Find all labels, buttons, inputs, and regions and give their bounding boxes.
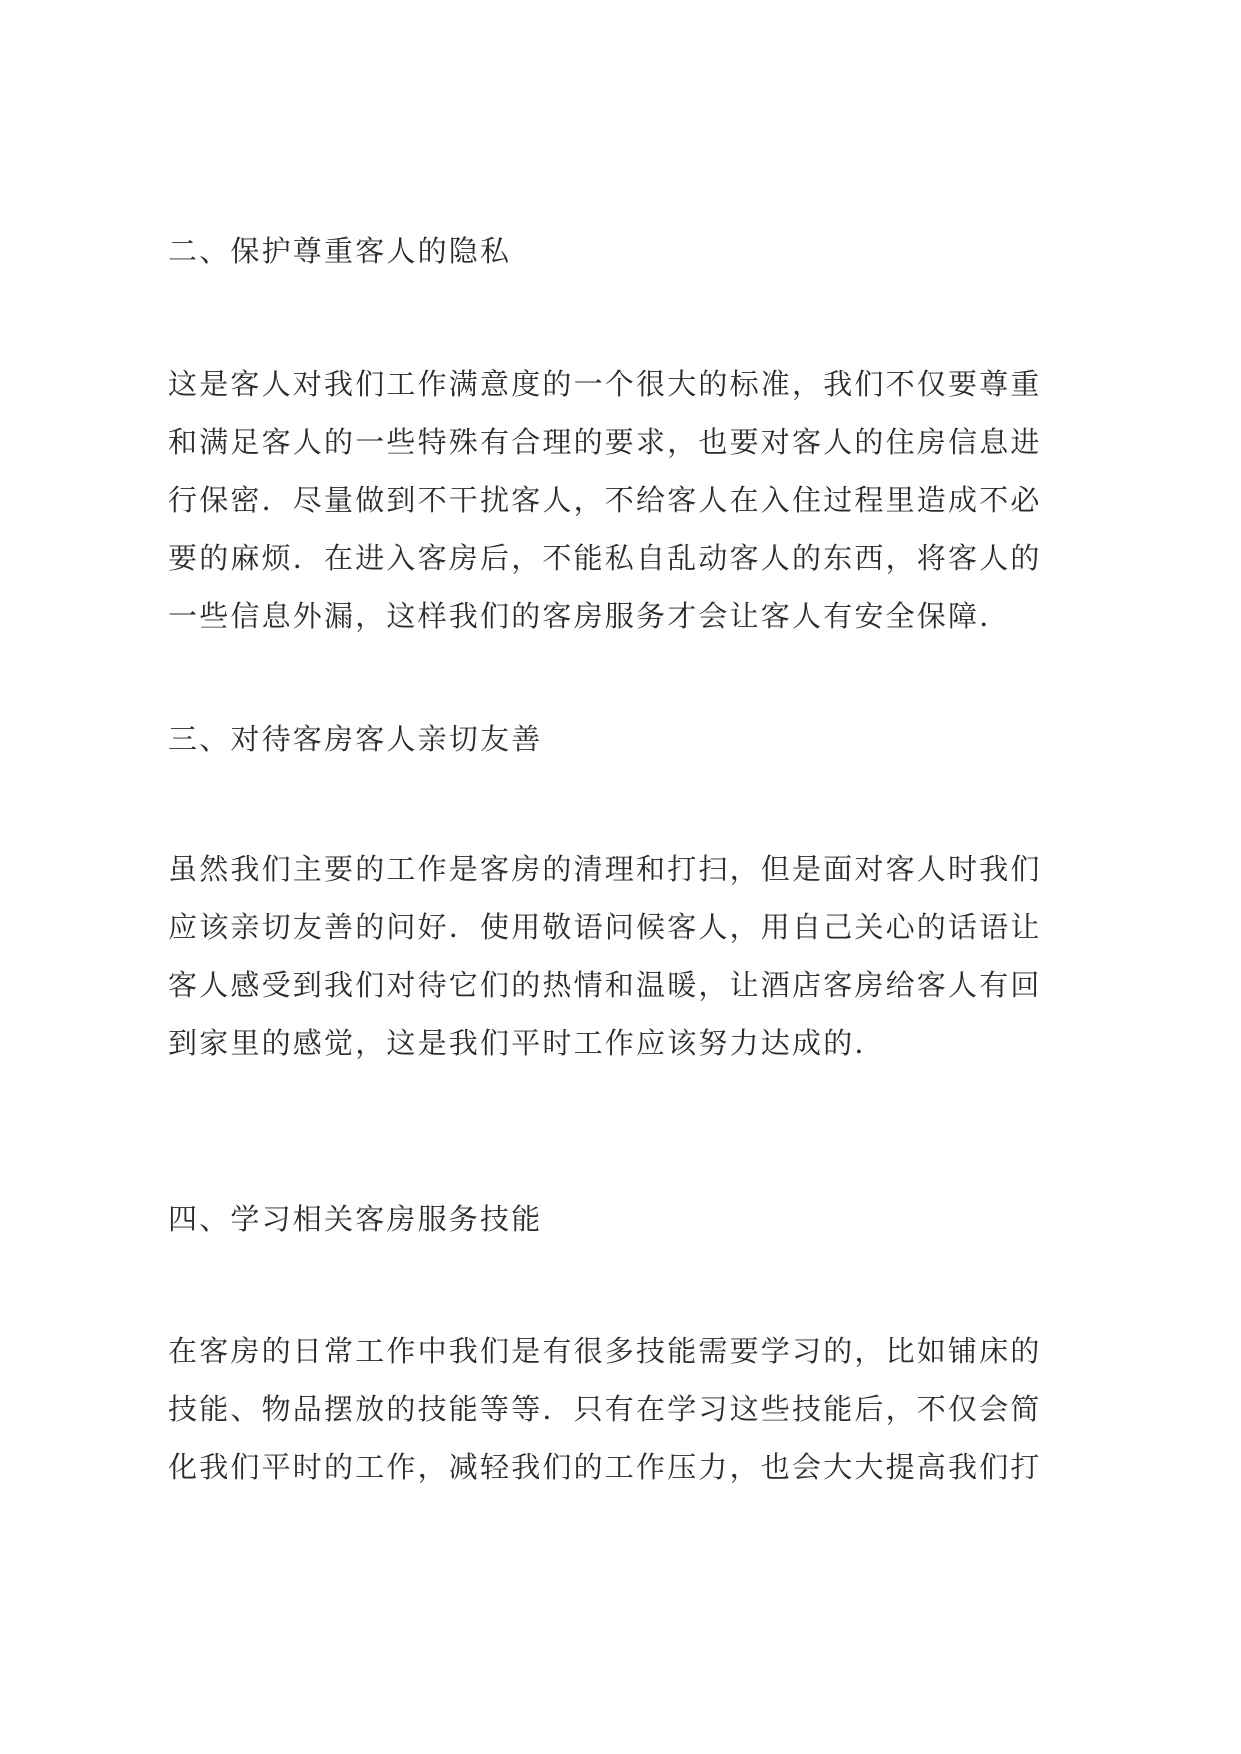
paragraph-line: 在客房的日常工作中我们是有很多技能需要学习的，比如铺床的: [168, 1334, 1042, 1368]
heading-text: 四、学习相关客房服务技能: [168, 1202, 543, 1236]
paragraph-privacy: [168, 355, 1088, 645]
section-heading-friendly: [168, 710, 1088, 768]
paragraph-line: 应该亲切友善的问好．使用敬语问候客人，用自己关心的话语让: [168, 910, 1042, 944]
paragraph-line: 要的麻烦．在进入客房后，不能私自乱动客人的东西，将客人的: [168, 541, 1042, 575]
paragraph-line: 客人感受到我们对待它们的热情和温暖，让酒店客房给客人有回: [168, 968, 1042, 1002]
paragraph-line: 行保密．尽量做到不干扰客人，不给客人在入住过程里造成不必: [168, 483, 1042, 517]
section-heading-privacy: [168, 222, 1088, 280]
section-heading-skills: [168, 1190, 1088, 1248]
paragraph-line: 和满足客人的一些特殊有合理的要求，也要对客人的住房信息进: [168, 425, 1042, 459]
paragraph-line: 到家里的感觉，这是我们平时工作应该努力达成的．: [168, 1026, 886, 1060]
paragraph-line: 一些信息外漏，这样我们的客房服务才会让客人有安全保障．: [168, 599, 1011, 633]
paragraph-skills: [168, 1322, 1088, 1496]
paragraph-line: 技能、物品摆放的技能等等．只有在学习这些技能后，不仅会简: [168, 1392, 1042, 1426]
paragraph-friendly: [168, 840, 1088, 1072]
paragraph-line: 虽然我们主要的工作是客房的清理和打扫，但是面对客人时我们: [168, 852, 1042, 886]
heading-text: 三、对待客房客人亲切友善: [168, 722, 543, 756]
heading-text: 二、保护尊重客人的隐私: [168, 234, 512, 268]
paragraph-line: 这是客人对我们工作满意度的一个很大的标准，我们不仅要尊重: [168, 367, 1042, 401]
paragraph-line: 化我们平时的工作，减轻我们的工作压力，也会大大提高我们打: [168, 1450, 1042, 1484]
